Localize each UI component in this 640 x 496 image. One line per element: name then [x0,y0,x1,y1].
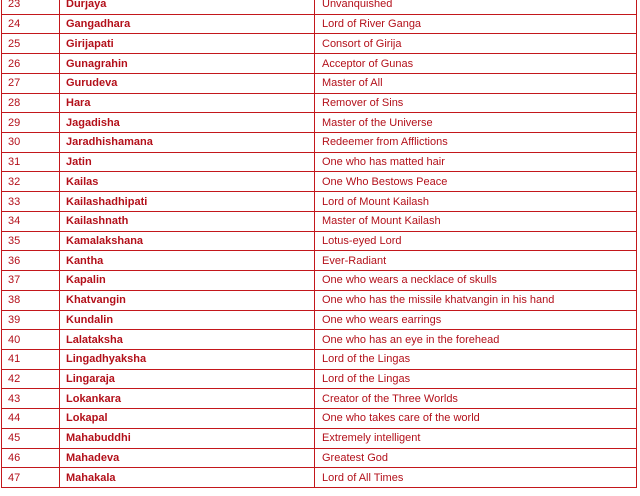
name-meaning: Master of Mount Kailash [315,211,637,231]
row-number: 45 [2,428,60,448]
shiva-name: Lalataksha [60,330,315,350]
row-number: 40 [2,330,60,350]
table-row [2,34,637,54]
name-meaning: Remover of Sins [315,93,637,113]
table-row [2,369,637,389]
name-meaning: Master of All [315,73,637,93]
row-number: 31 [2,152,60,172]
table-row [2,468,637,488]
name-meaning: Master of the Universe [315,113,637,133]
name-meaning: Redeemer from Afflictions [315,133,637,153]
table-row [2,192,637,212]
row-number: 47 [2,468,60,488]
name-meaning: One who wears earrings [315,310,637,330]
table-row [2,231,637,251]
row-number: 26 [2,54,60,74]
row-number: 46 [2,448,60,468]
table-row [2,211,637,231]
shiva-name: Hara [60,93,315,113]
table-row [2,54,637,74]
name-meaning: Unvanquished [315,0,637,14]
table-row [2,330,637,350]
name-meaning: Consort of Girija [315,34,637,54]
shiva-name: Durjaya [60,0,315,14]
name-meaning: Greatest God [315,448,637,468]
name-meaning: One who takes care of the world [315,409,637,429]
row-number: 41 [2,349,60,369]
table-row [2,152,637,172]
row-number: 39 [2,310,60,330]
names-table [1,0,637,488]
shiva-name: Gurudeva [60,73,315,93]
shiva-name: Kailashadhipati [60,192,315,212]
name-meaning: Lotus-eyed Lord [315,231,637,251]
shiva-name: Lokankara [60,389,315,409]
shiva-name: Jatin [60,152,315,172]
shiva-name: Mahabuddhi [60,428,315,448]
name-meaning: Lord of River Ganga [315,14,637,34]
table-row [2,0,637,14]
table-row [2,448,637,468]
row-number: 25 [2,34,60,54]
shiva-name: Mahakala [60,468,315,488]
shiva-name: Kantha [60,251,315,271]
name-meaning: One who has matted hair [315,152,637,172]
row-number: 30 [2,133,60,153]
shiva-name: Jaradhishamana [60,133,315,153]
table-row [2,428,637,448]
row-number: 36 [2,251,60,271]
name-meaning: Lord of Mount Kailash [315,192,637,212]
table-row [2,290,637,310]
shiva-name: Kailashnath [60,211,315,231]
name-meaning: One who has the missile khatvangin in his hand [315,290,637,310]
shiva-name: Gangadhara [60,14,315,34]
row-number: 44 [2,409,60,429]
row-number: 28 [2,93,60,113]
row-number: 32 [2,172,60,192]
shiva-name: Kailas [60,172,315,192]
shiva-name: Lingaraja [60,369,315,389]
row-number: 38 [2,290,60,310]
name-meaning: Lord of the Lingas [315,369,637,389]
row-number: 29 [2,113,60,133]
table-row [2,389,637,409]
table-row [2,251,637,271]
table-row [2,93,637,113]
name-meaning: Acceptor of Gunas [315,54,637,74]
table-row [2,349,637,369]
row-number: 42 [2,369,60,389]
row-number: 24 [2,14,60,34]
shiva-name: Gunagrahin [60,54,315,74]
shiva-name: Kundalin [60,310,315,330]
name-meaning: One who wears a necklace of skulls [315,271,637,291]
names-table-body [2,0,637,487]
name-meaning: Lord of the Lingas [315,349,637,369]
name-meaning: One who has an eye in the forehead [315,330,637,350]
table-row [2,73,637,93]
name-meaning: Extremely intelligent [315,428,637,448]
shiva-name: Lingadhyaksha [60,349,315,369]
table-row [2,310,637,330]
row-number: 27 [2,73,60,93]
table-row [2,271,637,291]
shiva-name: Kamalakshana [60,231,315,251]
name-meaning: Creator of the Three Worlds [315,389,637,409]
shiva-name: Lokapal [60,409,315,429]
shiva-name: Kapalin [60,271,315,291]
name-meaning: Ever-Radiant [315,251,637,271]
shiva-name: Khatvangin [60,290,315,310]
row-number: 35 [2,231,60,251]
shiva-name: Jagadisha [60,113,315,133]
shiva-name: Mahadeva [60,448,315,468]
name-meaning: Lord of All Times [315,468,637,488]
table-row [2,409,637,429]
table-row [2,172,637,192]
shiva-name: Girijapati [60,34,315,54]
table-row [2,113,637,133]
row-number: 33 [2,192,60,212]
row-number: 23 [2,0,60,14]
row-number: 43 [2,389,60,409]
table-row [2,133,637,153]
row-number: 34 [2,211,60,231]
row-number: 37 [2,271,60,291]
name-meaning: One Who Bestows Peace [315,172,637,192]
table-row [2,14,637,34]
